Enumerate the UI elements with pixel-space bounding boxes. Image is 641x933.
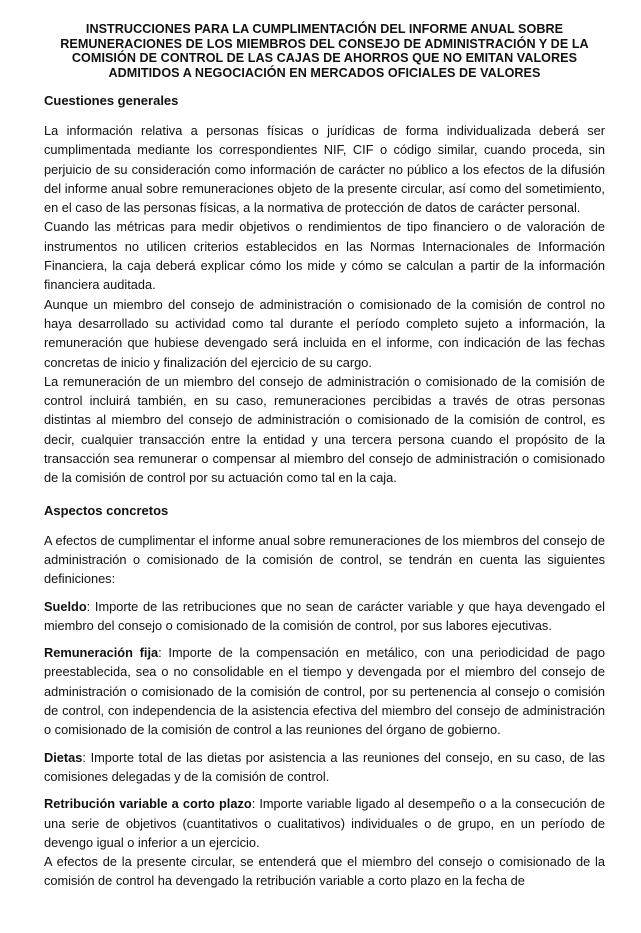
definition-text: : Importe total de las dietas por asistencia a las reuniones del consejo, en su caso, de las comisiones delegadas y de la comisión de control. bbox=[44, 749, 605, 784]
closing-paragraph: A efectos de la presente circular, se entenderá que el miembro del consejo o comisionado de la comisión de control ha devengado la retribución variable a corto plazo en la fecha de bbox=[44, 854, 605, 889]
definition-term: Sueldo bbox=[44, 598, 87, 614]
definition-text: : Importe de la compensación en metálico, con una periodicidad de pago preestablecida, sea o no consolidable en el tiempo y devengada por el miembro del consejo de administración o comisionado de la comisión de control, por su pertenencia al consejo o comisión de control, con independencia de la asistencia efectiva del miembro del consejo de administración o comisionado de la comisión de control a las reuniones del órgano de gobierno. bbox=[44, 645, 605, 738]
definition-term: Remuneración fija bbox=[44, 645, 159, 661]
general-paragraph-4: La remuneración de un miembro del consejo de administración o comisionado de la comisión de control incluirá también, en su caso, remuneraciones percibidas a través de otras personas distintas al miembro del consejo de administración o comisionado de la comisión de control, es decir, cualquier transacción entre la entidad y una tercera persona cuando el propósito de la transacción sea remunerar o compensar al miembro del consejo de administración o comisionado de la comisión de control por su actuación como tal en la caja. bbox=[44, 373, 605, 486]
definition-dietas bbox=[44, 748, 605, 787]
general-paragraph-3: Aunque un miembro del consejo de administración o comisionado de la comisión de control no haya desarrollado su actividad como tal durante el período completo sujeto a información, la remuneración que hubiese devengado será incluida en el informe, con indicación de las fechas concretas de inicio y finalización del ejercicio de su cargo. bbox=[44, 296, 605, 370]
general-paragraph-2: Cuando las métricas para medir objetivos o rendimientos de tipo financiero o de valoración de instrumentos no utilicen criterios establecidos en las Normas Internacionales de Información Financiera, la caja deberá explicar cómo los mide y cómo se calculan a partir de la información financiera auditada. bbox=[44, 219, 605, 293]
definition-remuneracion-fija bbox=[44, 643, 605, 739]
definition-term: Dietas bbox=[44, 749, 83, 765]
definition-term: Retribución variable a corto plazo bbox=[44, 796, 252, 812]
section-heading-general: Cuestiones generales bbox=[44, 93, 179, 108]
general-paragraph-1: La información relativa a personas físicas o jurídicas de forma individualizada deberá ser cumplimentada mediante los correspondientes NIF, CIF o código similar, cuando proceda, sin perjuicio de su consideración como información de carácter no público a los efectos de la difusión del informe anual sobre remuneraciones objeto de la presente circular, así como del sometimiento, en el caso de las personas físicas, a la normativa de protección de datos de carácter personal. bbox=[44, 123, 605, 216]
document-title: INSTRUCCIONES PARA LA CUMPLIMENTACIÓN DEL INFORME ANUAL SOBRE REMUNERACIONES DE LOS MIEMBROS DEL CONSEJO DE ADMINISTRACIÓN Y DE LA COMISIÓN DE CONTROL DE LAS CAJAS DE AHORROS QUE NO EMITAN VALORES ADMITIDOS A NEGOCIACIÓN EN MERCADOS OFICIALES DE VALORES bbox=[60, 22, 589, 80]
definition-text: : Importe de las retribuciones que no sean de carácter variable y que haya devengado el miembro del consejo o comisionado de la comisión de control, por sus labores ejecutivas. bbox=[44, 598, 605, 633]
specific-intro-paragraph: A efectos de cumplimentar el informe anual sobre remuneraciones de los miembros del consejo de administración o comisionado de la comisión de control, se tendrán en cuenta las siguientes definiciones: bbox=[44, 532, 605, 587]
definition-text: : Importe variable ligado al desempeño o a la consecución de una serie de objetivos (cuantitativos o cualitativos) individuales o de grupo, en un período de devengo igual o inferior a un ejercicio. bbox=[44, 796, 605, 850]
section-heading-specific: Aspectos concretos bbox=[44, 502, 169, 518]
definition-retribucion-variable bbox=[44, 794, 605, 852]
definition-sueldo bbox=[44, 597, 605, 636]
